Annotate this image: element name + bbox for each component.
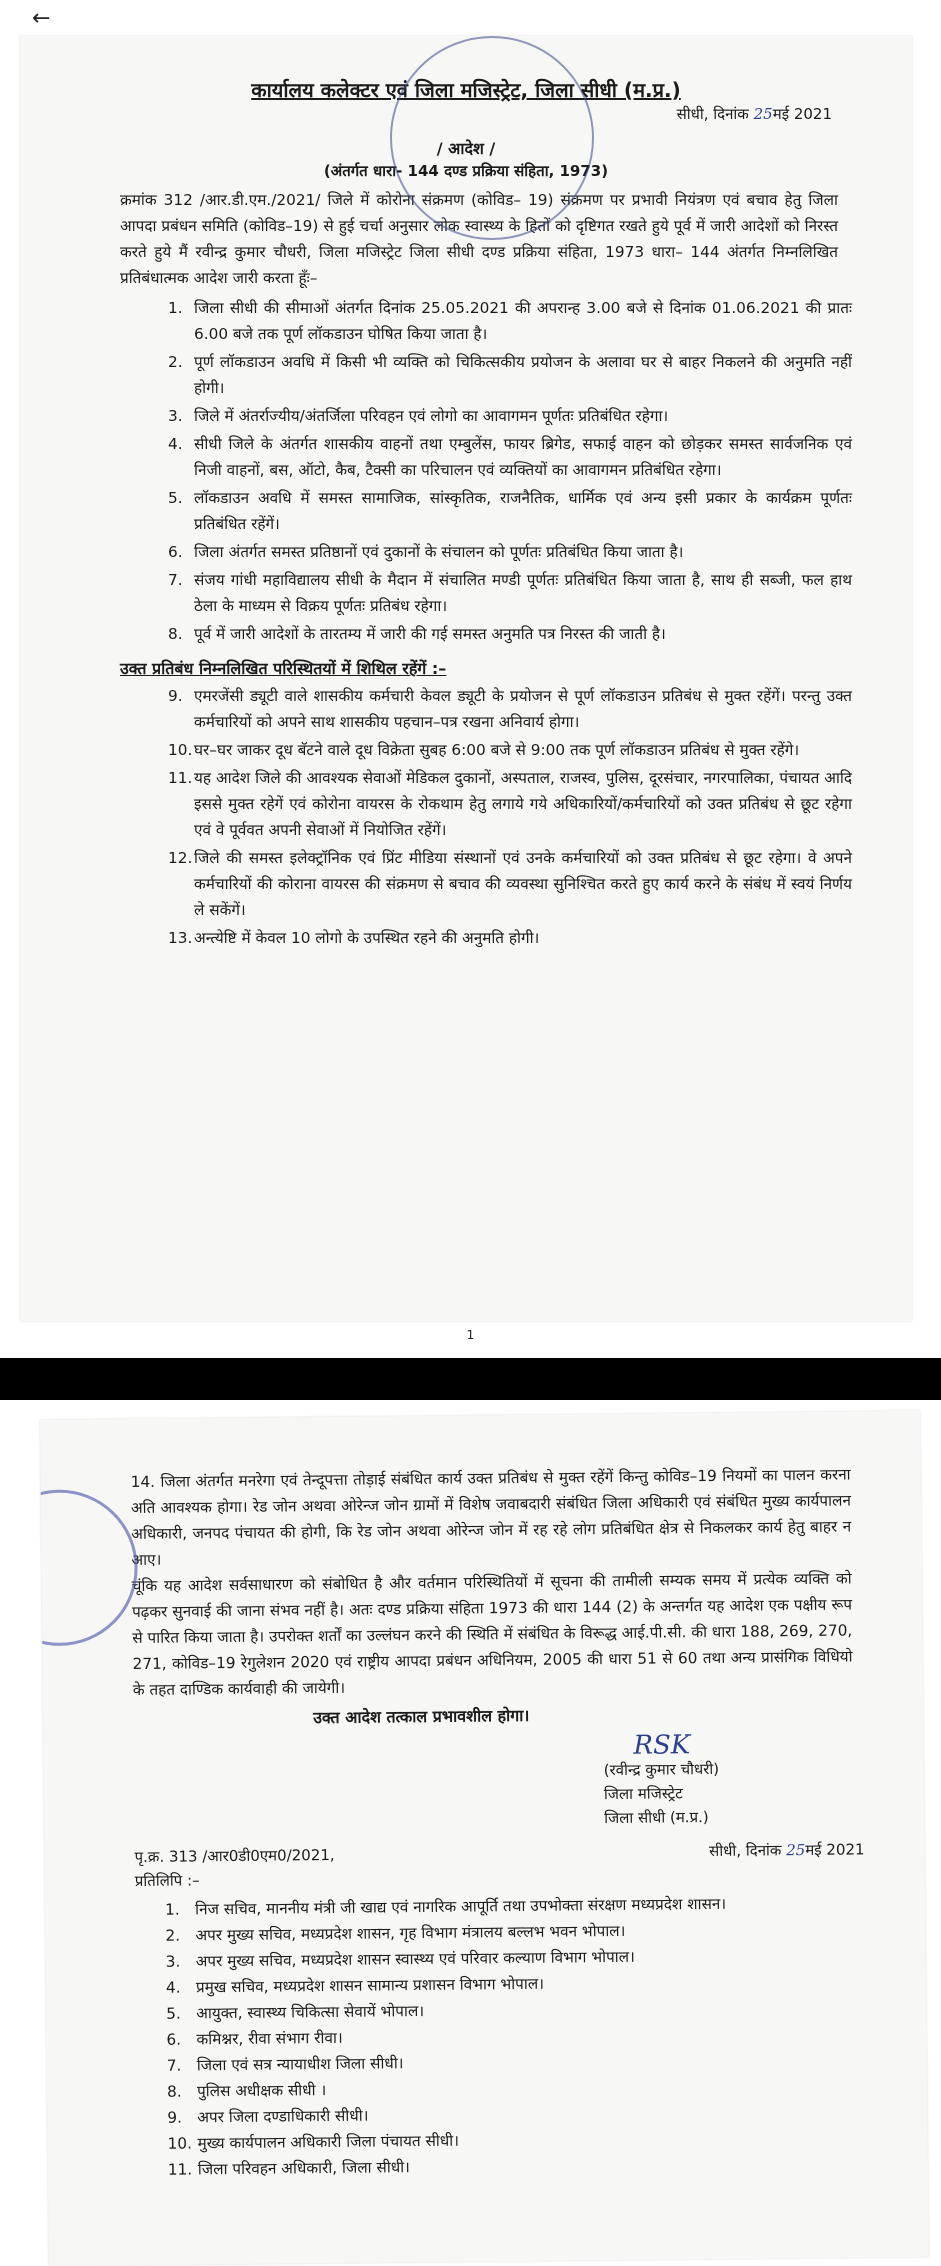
list-item: 10. मुख्य कार्यपालन अधिकारी जिला पंचायत सीधी। (167, 2131, 460, 2153)
relaxation-list (20, 683, 912, 951)
item-number: 14. (130, 1472, 156, 1492)
list-item: 5. लॉकडाउन अवधि में समस्त सामाजिक, सांस्कृतिक, राजनैतिक, धार्मिक एवं अन्य इसी प्रकार के कार्यक्रम पूर्णतः प्रतिबंधित रहेंगें। (168, 489, 852, 533)
list-item: 11. जिला परिवहन अधिकारी, जिला सीधी। (167, 2158, 411, 2179)
signer-name: (रवीन्द्र कुमार चौधरी) (603, 1759, 720, 1780)
list-item: 8. पूर्व में जारी आदेशों के तारतम्य में जारी की गई समस्त अनुमति पत्र निरस्त की जाती है। (168, 625, 666, 643)
list-item: 2. अपर मुख्य सचिव, मध्यप्रदेश शासन, गृह विभाग मंत्रालय बल्लभ भवन भोपाल। (165, 1921, 626, 1945)
page-number: 1 (466, 1328, 475, 1342)
list-item: 3. जिले में अंतर्राज्यीय/अंतर्जिला परिवहन एवं लोगो का आवागमन पूर्णतः प्रतिबंधित रहेगा। (168, 407, 669, 425)
list-item: 13. अन्त्येष्टि में केवल 10 लोगो के उपस्थित रहने की अनुमति होगी। (168, 929, 540, 947)
date-handwritten: 25 (753, 105, 773, 123)
list-item: 4. प्रमुख सचिव, मध्यप्रदेश शासन सामान्य प्रशासन विभाग भोपाल। (165, 1974, 545, 1997)
list-item: 6. कमिश्नर, रीवा संभाग रीवा। (166, 2028, 343, 2049)
back-arrow-icon[interactable]: ← (32, 6, 51, 31)
document-page-2 (40, 1411, 929, 2266)
date-prefix: सीधी, दिनांक (676, 105, 749, 123)
signer-district: जिला सीधी (म.प्र.) (604, 1808, 709, 1828)
signature-block (603, 1731, 864, 1830)
order-heading: / आदेश / (436, 139, 496, 158)
list-item: 12. जिले की समस्त इलेक्ट्रॉनिक एवं प्रिंट मीडिया संस्थानों एवं उनके कर्मचारियों को उक्त प्रतिबंध से छूट रहेगा। वे अपने कर्मचारियों की कोराना वायरस की संक्रमण से बचाव की व्यवस्था सुनिश्चित करते हुए कार्य करने के संबंध में स्वयं निर्णय ले सकेंगें। (168, 849, 852, 919)
copy-recipients-list (135, 1889, 858, 2183)
list-item: 6. जिला अंतर्गत समस्त प्रतिष्ठानों एवं दुकानों के संचालन को पूर्णतः प्रतिबंधित किया जाता है। (168, 543, 684, 561)
page2-body (40, 1411, 923, 1734)
list-item: 4. सीधी जिले के अंतर्गत शासकीय वाहनों तथा एम्बुलेंस, फायर ब्रिगेड, सफाई वाहन को छोड़कर समस्त सार्वजनिक एवं निजी वाहनों, बस, ऑटो, कैब, टैक्सी का परिचालन एवं व्यक्तियों का आवागमन प्रतिबंधित रहेगा। (168, 435, 852, 479)
top-bar (0, 0, 941, 30)
list-item: 1. निज सचिव, माननीय मंत्री जी खाद्य एवं नागरिक आपूर्ति तथा उपभोक्ता संरक्षण मध्यप्रदेश शासन। (165, 1894, 727, 1919)
list-item: 1. जिला सीधी की सीमाओं अंतर्गत दिनांक 25.05.2021 की अपरान्ह 3.00 बजे से दिनांक 01.06.2021 की प्रातः 6.00 बजे तक पूर्ण लॉकडाउन घोषित किया जाता है। (168, 299, 852, 343)
relaxation-heading: उक्त प्रतिबंध निम्नलिखित परिस्थितयों में शिथिल रहेंगें :– (120, 659, 447, 678)
list-item: 5. आयुक्त, स्वास्थ्य चिकित्सा सेवायें भोपाल। (166, 2002, 425, 2023)
list-item: 3. अपर मुख्य सचिव, मध्यप्रदेश शासन स्वास्थ्य एवं परिवार कल्याण विभाग भोपाल। (165, 1947, 635, 1971)
order-subheading: (अंतर्गत धारा- 144 दण्ड प्रक्रिया संहिता, 1973) (323, 162, 609, 180)
office-title: कार्यालय कलेक्टर एवं जिला मजिस्ट्रेट, जिला सीधी (म.प्र.) (251, 78, 681, 102)
copy-label: प्रतिलिपि :– (134, 1871, 200, 1891)
list-item (131, 1462, 852, 1574)
list-item: 8. पुलिस अधीक्षक सीधी । (166, 2081, 327, 2101)
effective-statement: उक्त आदेश तत्काल प्रभावशील होगा। (313, 1705, 530, 1728)
signer-title: जिला मजिस्ट्रेट (603, 1784, 683, 1804)
district-seal (390, 36, 594, 240)
document-page-1 (20, 36, 912, 1321)
item-text: जिला अंतर्गत मनरेगा एवं तेन्दूपत्ता तोड़ाई संबंधित कार्य उक्त प्रतिबंध से मुक्त रहेंगें किन्तु कोविड–19 नियमों का पालन करना अति आवश्यक होगा। रेड जोन अथवा ओरेन्ज जोन ग्रामों में विशेष जवाबदारी संबंधित जिला अधिकारी एवं संबंधित मुख्य कार्यपालन अधिकारी, जनपद पंचायत की होगी, कि रेड जोन अथवा ओरेन्ज जोन में रह रहे लोग प्रतिबंधित क्षेत्र से निकलकर कार्य हेतु बाहर न आए। (130, 1465, 852, 1570)
order-intro: क्रमांक 312 /आर.डी.एम./2021/ जिले में कोरोना संक्रमण (कोविड– 19) संक्रमण पर प्रभावी नियंत्रण एवं बचाव हेतु जिला आपदा प्रबंधन समिति (कोविड–19) से हुई चर्चा अनुसार लोक स्वास्थ्य के हितों को दृष्टिगत रखते हुये पूर्व में जारी आदेशों को निरस्त करते हुये मैं रवीन्द्र कुमार चौधरी, जिला मजिस्ट्रेट जिला सीधी दण्ड प्रक्रिया संहिता, 1973 धारा– 144 अंतर्गत निम्नलिखित प्रतिबंधात्मक आदेश जारी करता हूँः– (120, 191, 838, 287)
restriction-list (20, 295, 912, 647)
list-item: 9. एमरजेंसी ड्यूटी वाले शासकीय कर्मचारी केवल ड्यूटी के प्रयोजन से पूर्ण लॉकडाउन प्रतिबंध से मुक्त रहेंगें। परन्तु उक्त कर्मचारियों को अपने साथ शासकीय पहचान–पत्र रखना अनिवार्य होगा। (168, 687, 852, 731)
list-item: 9. अपर जिला दण्डाधिकारी सीधी। (167, 2106, 369, 2127)
order-date (677, 104, 832, 124)
date-suffix: मई 2021 (772, 105, 832, 123)
list-item: 11. यह आदेश जिले की आवश्यक सेवाओं मेडिकल दुकानों, अस्पताल, राजस्व, पुलिस, दूरसंचार, नगरपालिका, पंचायत आदि इससे मुक्त रहेगें एवं कोरोना वायरस के रोकथाम हेतु लगाये गये अधिकारियों/कर्मचारियों को उक्त प्रतिबंध से छूट रहेगा एवं वे पूर्ववत अपनी सेवाओं में नियोजित रहेंगें। (168, 769, 852, 839)
signature: RSK (633, 1730, 691, 1761)
list-item: 7. संजय गांधी महाविद्यालय सीधी के मैदान में संचालित मण्डी पूर्णतः प्रतिबंधित किया जाता है, साथ ही सब्जी, फल हाथ ठेला के माध्यम से विक्रय पूर्णतः प्रतिबंध रहेगा। (168, 571, 852, 615)
page-divider (0, 1358, 941, 1400)
list-item: 2. पूर्ण लॉकडाउन अवधि में किसी भी व्यक्ति को चिकित्सकीय प्रयोजन के अलावा घर से बाहर निकलने की अनुमति नहीं होगी। (168, 353, 852, 397)
reference-number: पृ.क्र. 313 /आर0डी0एम0/2021, (134, 1845, 335, 1867)
list-item: 10. घर–घर जाकर दूध बॅटने वाले दूध विक्रेता सुबह 6:00 बजे से 9:00 तक पूर्ण लॉकडाउन प्रतिबंध से मुक्त रहेंगे। (168, 741, 800, 759)
legal-paragraph: चूंकि यह आदेश सर्वसाधारण को संबोधित है और वर्तमान परिस्थितियों में सूचना की तामीली सम्यक समय में प्रत्येक व्यक्ति को पढ़कर सुनवाई की जाना संभव नहीं है। अतः दण्ड प्रक्रिया संहिता 1973 की धारा 144 (2) के अन्तर्गत यह आदेश एक पक्षीय रूप से पारित किया जाता है। उपरोक्त शर्तों का उल्लंघन करने की स्थिति में संबंधित के विरूद्ध आई.पी.सी. की धारा 188, 269, 270, 271, कोविड–19 रेगुलेशन 2020 एवं राष्ट्रीय आपदा प्रबंधन अधिनियम, 2005 की धारा 51 से 60 तथा अन्य प्रासंगिक विधियो के तहत दाण्डिक कार्यवाही की जायेगी। (131, 1569, 853, 1700)
list-item: 7. जिला एवं सत्र न्यायाधीश जिला सीधी। (166, 2054, 404, 2075)
reference-date: सीधी, दिनांक 25मई 2021 (709, 1840, 865, 1861)
